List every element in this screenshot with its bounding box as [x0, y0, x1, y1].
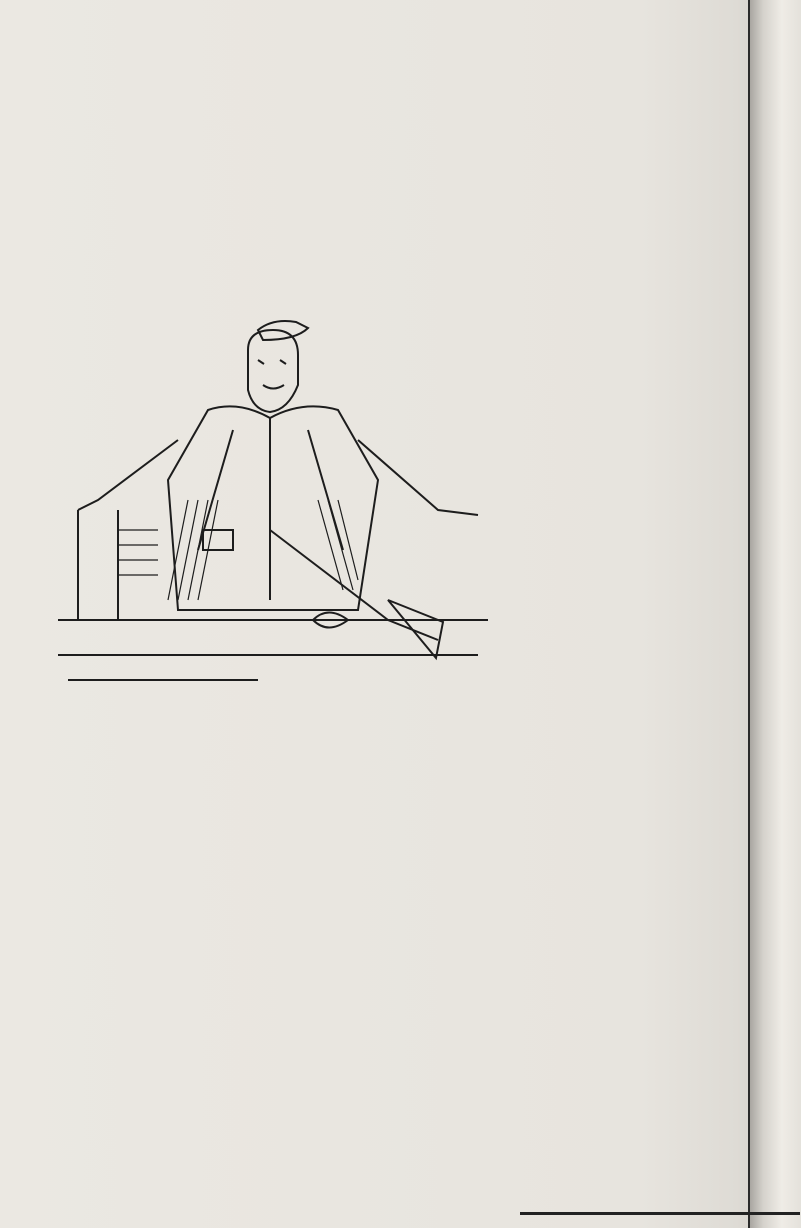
text-line [54, 84, 744, 108]
man-blowing-trumpet-engraving [58, 300, 498, 710]
body-text [54, 60, 744, 133]
text-line [54, 109, 744, 133]
text-line [54, 60, 744, 84]
bottom-rule [520, 1212, 800, 1215]
engraving-illustration [58, 300, 498, 710]
page-gutter [748, 0, 801, 1228]
page-header [46, 14, 736, 44]
